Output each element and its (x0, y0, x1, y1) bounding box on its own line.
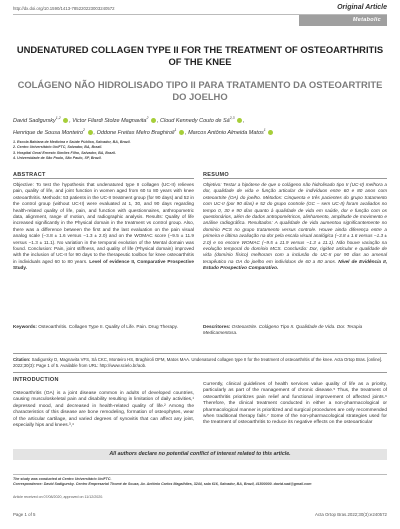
abstract-heading: ABSTRACT (13, 172, 46, 178)
introduction-left-column: Osteoarthritis (OA) is a joint disease common in adults of developed countries, causing musculoskeletal pain and disability resulting in limitation of daily activities,¹ depressed mood, and decreased in health-related quality of life.² Among the characteristics of this disease are bone remodeling, formation of osteophytes, wear of the articular cartilage, and varied degrees of synovitis that can affect any joint, especially hips and knees.³,⁴ (13, 391, 194, 429)
citation-box (13, 353, 387, 373)
introduction-right-column: Currently, clinical guidelines of health services value quality of life as a priority, particularly as part of the management of chronic disease.⁵ Thus, the treatment of osteoarthritis prioritizes pain relief and functional improvement of affected joints.⁶ Therefore, the clinical treatment conducted in either a non-pharmacological or pharmacological manner is prioritized and surgical procedures are only recommended when traditional therapy fails.⁷ Some of the non-pharmacological strategies used for the treatment of osteoarthritis to reduce its negative effects on the osteoarticular (203, 382, 387, 426)
abstract-text: Objective: To test the hypothesis that undenatured type II collagen (UC-II) relieves pain, quality of life, and joint function in women aged from 60 to 80 years with knee osteoarthritis. Methods: 53 patients in the UC-II treatment group (for 90 days) and 52 in the control group (without UC-II) were evaluated at 1, 30, and 90 days regarding health-related quality of life, pain, and function with questionnaires, anthropometric data, alignment, range of motion, and radiographic analysis. Results: Quality of life increased significantly in the Physical domain in the treatment vs control group. Also, there was a difference between the first and the last evaluation on the pain visual analog scale (−3.8 ± 1.6 versus −1.3 ± 2.0) and on the WOMAC score (−9.5 ± 11.9 versus −1.3 ± 11.1). No variation in the temporal evolution of the Mental domain was found. Conclusion: Pain, joint stiffness, and quality of life (Physical domain) improved with the inclusion of UC-II for 90 days to the therapeutic toolbox for knee osteoarthritis in individuals aged 60 to 80 years. (13, 182, 194, 264)
author-name: Marcos Antônio Almeida Matos (188, 130, 264, 137)
author-name: Oddone Freitas Melro Braghiroli (96, 130, 175, 137)
descritores-label: Descritores: (203, 324, 231, 329)
orcid-icon[interactable] (63, 118, 68, 123)
section-badge: Metabolic (299, 15, 387, 26)
orcid-icon[interactable] (268, 130, 273, 135)
affiliation-item: 3. Hospital Geral Ernesto Simões Filho, Salvador, BA, Brazil. (13, 150, 117, 155)
affiliations (13, 140, 387, 161)
author-list: David Sadigursky$^{1,2}$ , Victor Filardi Stolze Magnavita$^2$ , Cloud Kennedy Couto de Sá$^{2,3}$ , Henrique de Sousa Monteiro$^2$ , Oddone Freitas Melro Braghiroli$^1$ , Marcos Antônio Almeida Matos$^1$ (13, 114, 387, 138)
author-name: Victor Filardi Stolze Magnavita (72, 117, 147, 124)
descritores-block (203, 324, 387, 337)
title-portuguese: COLÁGENO NÃO HIDROLISADO TIPO II PARA TRATAMENTO DA OSTEOARTRITE DO JOELHO (17, 79, 383, 102)
resumo-text: Objetivo: Testar a hipótese de que o colágeno não hidrolisado tipo II (UC-II) melhora a dor, qualidade de vida e função articular de indivíduos entre 60 e 80 anos com osteoartrite (OA) do joelho. Métodos: Cinquenta e três pacientes do grupo tratamento com UC-II (por 90 dias) e 52 do grupo controle (GC – sem UC-II) foram avaliados no tempo 0, 30 e 90 dias quanto à qualidade de vida em saúde, dor e função com os questionários, além de dados antropométricos, alinhamento, amplitude de movimento e análise radiográfica. Resultados: A qualidade de vida aumentou significantemente no domínio PCS no grupo tratamento versus controle. Houve ainda diferença entre a primeira e última avaliação na dor pela escala visual analógica (−3.8 ± 1.6 versus −1.3 ± 2.0) e no escore WOMAC (−9.5 ± 11.9 versus −1.3 ± 11.1). Não houve variação na evolução temporal do domínio MCS. Conclusão: Dor, rigidez articular e qualidade de vida (domínio físico) melhoram com a inclusão do UC-II por 90 dias ao arsenal terapêutico na OA do joelho em indivíduos de 60 a 80 anos. (203, 182, 387, 264)
affiliation-item: 1. Escola Bahiana de Medicina e Saúde Pública, Salvador, BA, Brazil. (13, 140, 131, 144)
abstract-body (13, 182, 194, 272)
orcid-icon[interactable] (179, 130, 184, 135)
citation-text: Sadigursky D, Magnavita VFS, Sá CKC, Monteiro HS, Braghiroli OFM, Matos MAA. Undenatured collagen type II for the treatment of osteoarthritis of the knee. Acta Ortop Bras. [online]. 2022;30(3): Page 1 of 5. Available from URL: http://www.scielo.br/aob. (13, 357, 383, 368)
title-english: UNDENATURED COLLAGEN TYPE II FOR THE TREATMENT OF OSTEOARTHRITIS OF THE KNEE (16, 44, 384, 67)
orcid-icon[interactable] (88, 130, 93, 135)
keywords-text: Osteoarthritis. Collagen Type II. Quality of Life. Pain. Drug Therapy. (38, 324, 178, 329)
study-location-note: The study was conducted at Centro Universitário UniFTC. (13, 477, 112, 481)
conflict-of-interest-banner: All authors declare no potential conflict of interest related to this article. (13, 449, 387, 460)
author-name: Cloud Kennedy Couto de Sá (160, 117, 230, 124)
resumo-divider (203, 178, 387, 179)
introduction-heading: INTRODUCTION (13, 377, 59, 383)
author-name: David Sadigursky (13, 117, 56, 124)
article-type: Original Article (337, 4, 387, 11)
doi-link[interactable]: http://dx.doi.org/10.1590/1413-785220223003240572 (13, 6, 115, 11)
descritores-text: Osteoartrite. Colágeno Tipo II. Qualidade de Vida. Dor. Terapia Medicamentosa. (203, 324, 363, 336)
correspondence-note: Correspondence: David Sadigursky. Centro Empresarial Thomé de Souza, Av. Antônio Carlos Magalhães, 3244, sala 616, Salvador, BA, Brazil, 41800000. david.sad@gmail.com (13, 482, 312, 487)
keywords-label: Keywords: (13, 324, 37, 329)
abstract-evidence-level: Level of evidence II, Comparative Prospective Study. (13, 258, 194, 271)
journal-reference: Acta Ortop Bras.2022;30(3):e240572 (314, 512, 387, 517)
resumo-evidence-level: Nível de Evidência II, Estudo Prospectivo Comparativo. (203, 258, 388, 271)
abstract-divider (13, 178, 194, 179)
footnotes (13, 474, 387, 487)
resumo-heading: RESUMO (203, 172, 229, 178)
author-name: Henrique de Sousa Monteiro (13, 130, 84, 137)
affiliation-item: 4. Universidade de São Paulo, São Paulo, SP, Brazil. (13, 155, 102, 160)
orcid-icon[interactable] (151, 118, 156, 123)
keywords-block (13, 324, 194, 330)
received-date: Article received on 07/08/2020, approved on 11/12/2020. (13, 495, 104, 499)
page-number: Page 1 of 5 (13, 512, 36, 517)
orcid-icon[interactable] (237, 118, 242, 123)
affiliation-item: 2. Centro Universitário UniFTC, Salvador, BA, Brazil. (13, 145, 103, 150)
citation-label: Citation: (13, 357, 31, 362)
resumo-body (203, 182, 387, 272)
